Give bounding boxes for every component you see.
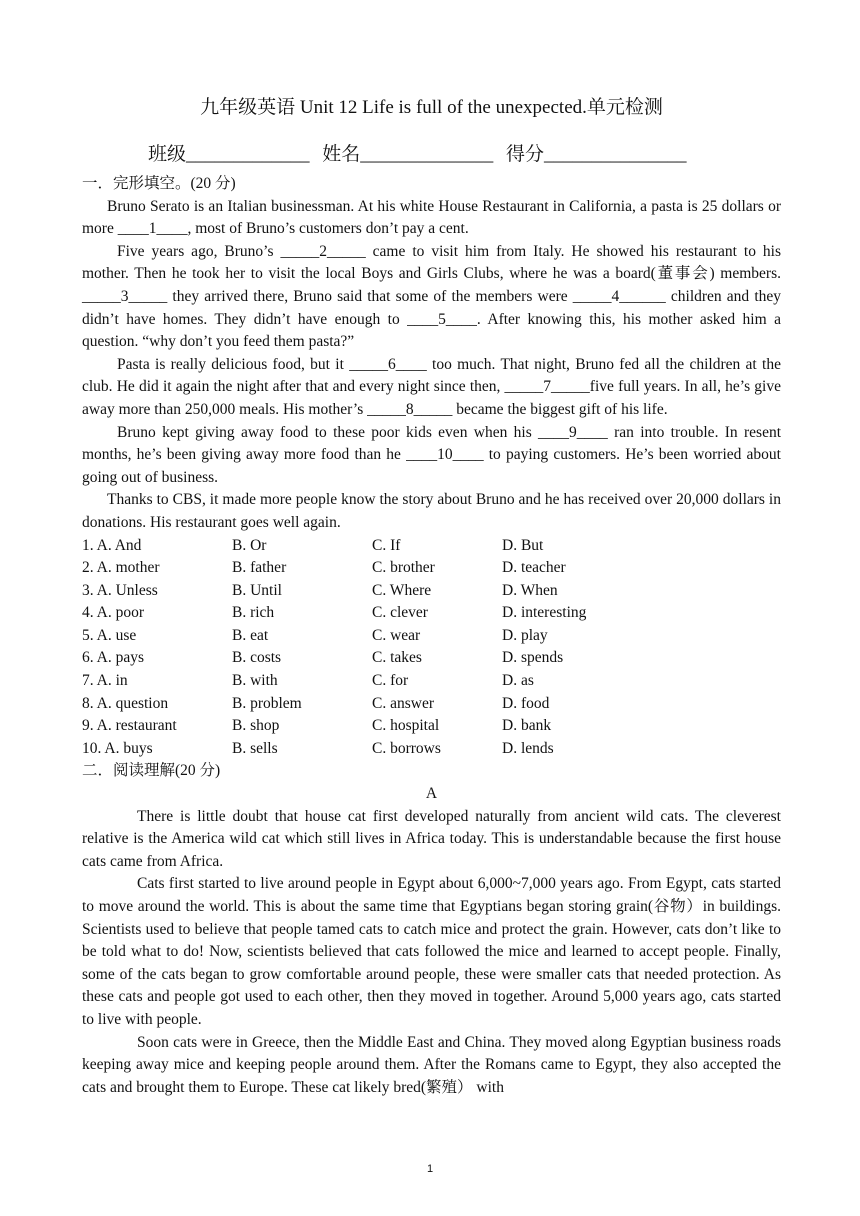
option-row [82,693,781,716]
section-heading-reading: 二．阅读理解(20 分) [82,762,221,780]
option-a: 5. A. use [82,626,137,644]
option-row [82,738,781,761]
option-row [82,625,781,648]
option-a: 1. A. And [82,536,142,554]
option-a: 9. A. restaurant [82,717,177,735]
reading-paragraph: There is little doubt that house cat first developed naturally from ancient wild cats. The cleverest relative is the America wild cat which still lives in Africa today. This is understandable because the first house cats came from Africa. [82,807,781,870]
cloze-paragraph: Bruno Serato is an Italian businessman. At his white House Restaurant in California, a pasta is 25 dollars or more ____1____, most of Bruno’s customers don’t pay a cent. [82,197,781,238]
option-b: B. eat [232,626,269,644]
option-a: 8. A. question [82,694,169,712]
option-d: D. bank [502,717,552,735]
cloze-paragraph: Five years ago, Bruno’s _____2_____ came to visit him from Italy. He showed his restaurant to his mother. Then he took her to visit the local Boys and Girls Clubs, where he was a board(董事会) members. _____3_____ they arrived there, Bruno said that some of the members were _____4______ children and they didn’t have homes. They didn’t have enough to ____5____. After knowing this, his mother asked him a question. “why don’t you feed them pasta?” [82,242,781,351]
option-d: D. interesting [502,604,587,622]
option-c: C. hospital [372,717,440,735]
option-b: B. father [232,559,287,577]
option-row [82,647,781,670]
option-a: 3. A. Unless [82,581,158,599]
class-field: 班级_____________ [148,144,310,165]
cloze-paragraph: Thanks to CBS, it made more people know the story about Bruno and he has received over 20,000 dollars in donations. His restaurant goes well again. [82,491,781,531]
option-c: C. Where [372,581,432,599]
options-list [82,535,781,761]
option-c: C. borrows [372,739,441,757]
option-b: B. sells [232,739,278,757]
score-field: 得分_______________ [506,144,687,165]
option-b: B. costs [232,649,282,667]
option-d: D. When [502,581,558,599]
reading-paragraph: Cats first started to live around people in Egypt about 6,000~7,000 years ago. From Egypt, cats started to move around the world. This is about the same time that Egyptians began storing grain(谷物）in buildings. Scientists used to believe that people tamed cats to catch mice and protect the grain. However, cats don’t like to be told what to do! Now, scientists believed that cats followed the mice and learned to accept people. Finally, some of the cats began to grow comfortable around people, these were smaller cats that needed protection. As these cats and people got used to each other, then they moved in together. Around 5,000 years ago, cats started to live with people. [82,875,781,1028]
passage-label: A [425,785,438,803]
page-title: 九年级英语 Unit 12 Life is full of the unexpected.单元检测 [200,97,663,118]
option-b: B. Or [232,536,267,554]
option-a: 7. A. in [82,672,128,690]
option-b: B. shop [232,717,280,735]
option-d: D. lends [502,739,554,757]
option-d: D. teacher [502,559,566,577]
option-d: D. But [502,536,544,554]
section-heading-cloze: 一．完形填空。(20 分) [82,175,236,192]
option-c: C. wear [372,626,421,644]
option-row [82,580,781,603]
option-c: C. clever [372,604,428,622]
option-row [82,670,781,693]
option-d: D. spends [502,649,564,667]
option-d: D. play [502,626,548,644]
option-a: 6. A. pays [82,649,144,667]
option-c: C. takes [372,649,422,667]
option-a: 10. A. buys [82,739,153,757]
option-row [82,557,781,580]
option-d: D. food [502,694,550,712]
option-b: B. rich [232,604,275,622]
option-c: C. for [372,672,409,690]
student-info-line [148,139,695,166]
option-a: 4. A. poor [82,604,144,622]
option-c: C. If [372,536,401,554]
document-body [82,173,781,1099]
cloze-paragraph: Pasta is really delicious food, but it _____6____ too much. That night, Bruno fed all the children at the club. He did it again the night after that and every night since then, _____7_____five full years. In all, he’s give away more than 250,000 meals. His mother’s _____8_____ became the biggest gift of his life. [82,355,781,418]
option-row [82,715,781,738]
option-b: B. problem [232,694,302,712]
option-b: B. with [232,672,278,690]
option-c: C. answer [372,694,434,712]
option-b: B. Until [232,581,282,599]
page-number: 1 [426,1163,434,1175]
option-row [82,535,781,558]
option-a: 2. A. mother [82,559,160,577]
option-c: C. brother [372,559,435,577]
name-field: 姓名______________ [322,144,494,165]
reading-paragraph: Soon cats were in Greece, then the Middle East and China. They moved along Egyptian business roads keeping away mice and keeping people around them. After the Romans came to Egypt, they also accepted the cats and brought them to Europe. These cat likely bred(繁殖） with [82,1033,781,1096]
cloze-paragraph: Bruno kept giving away food to these poor kids even when his ____9____ ran into trouble. In resent months, he’s been giving away more food than he ____10____ to paying customers. He’s been worried about going out of business. [82,423,781,486]
option-row [82,602,781,625]
option-d: D. as [502,672,534,690]
